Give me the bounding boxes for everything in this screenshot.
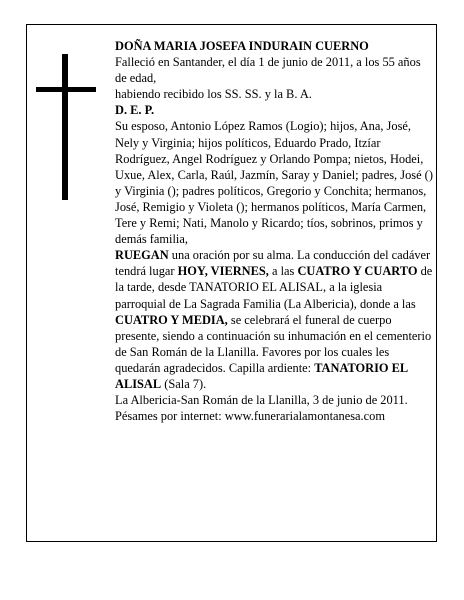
conduction-time: CUATRO Y CUARTO: [297, 264, 418, 279]
chapel-name: TANATORIO EL ALISAL: [115, 360, 408, 391]
funeral-time: CUATRO Y MEDIA,: [115, 312, 228, 327]
cross-icon: [36, 54, 96, 200]
ceremony-text-3: de la tarde, desde TANATORIO EL ALISAL, a la iglesia parroquial de La Sagrada Familia (La Albericia), donde a las: [115, 264, 433, 311]
ceremony-text-4: se celebrará el funeral de cuerpo presente, siendo a continuación su inhumación en el cementerio de San Román de la Llanilla. Favores por los cuales les quedarán agradecidos. Capilla ardiente:: [115, 312, 432, 375]
ceremony-text-5: (Sala 7).: [161, 376, 207, 391]
family-paragraph: Su esposo, Antonio López Ramos (Logio); hijos, Ana, José, Nely y Virginia; hijos políticos, Eduardo Prado, Itzíar Rodríguez, Angel Rodríguez y Orlando Pompa; nietos, Hodei, Uxue, Alex, Carla, Raúl, Jazmín, Saray y Daniel; padres, José () y Virginia (); padres políticos, Gregorio y Conchita; hermanos, José, Remigio y Violeta (); hermanos políticos, María Carmen, Tere y Remi; Nati, Manolo y Ricardo; tíos, sobrinos, primos y demás familia,: [115, 119, 433, 247]
place-date-line: La Albericia-San Román de la Llanilla, 3 de junio de 2011.: [115, 393, 408, 408]
obituary-text: [115, 38, 433, 424]
hoy-viernes-label: HOY, VIERNES,: [177, 264, 269, 279]
deceased-name: DOÑA MARIA JOSEFA INDURAIN CUERNO: [115, 39, 369, 53]
cross-vertical-bar: [62, 54, 68, 200]
rip-line: D. E. P.: [115, 103, 155, 118]
death-line: Falleció en Santander, el día 1 de junio de 2011, a los 55 años de edad,: [115, 55, 421, 86]
ceremony-text-2: a las: [268, 264, 298, 279]
condolences-web-line: Pésames por internet: www.funerarialamontanesa.com: [115, 409, 385, 424]
ceremony-text-1: una oración por su alma. La conducción del cadáver tendrá lugar: [115, 248, 431, 279]
sacraments-line: habiendo recibido los SS. SS. y la B. A.: [115, 87, 312, 102]
ruegan-label: RUEGAN: [115, 248, 169, 263]
ceremony-paragraph: [115, 247, 433, 392]
cross-horizontal-bar: [36, 87, 96, 92]
